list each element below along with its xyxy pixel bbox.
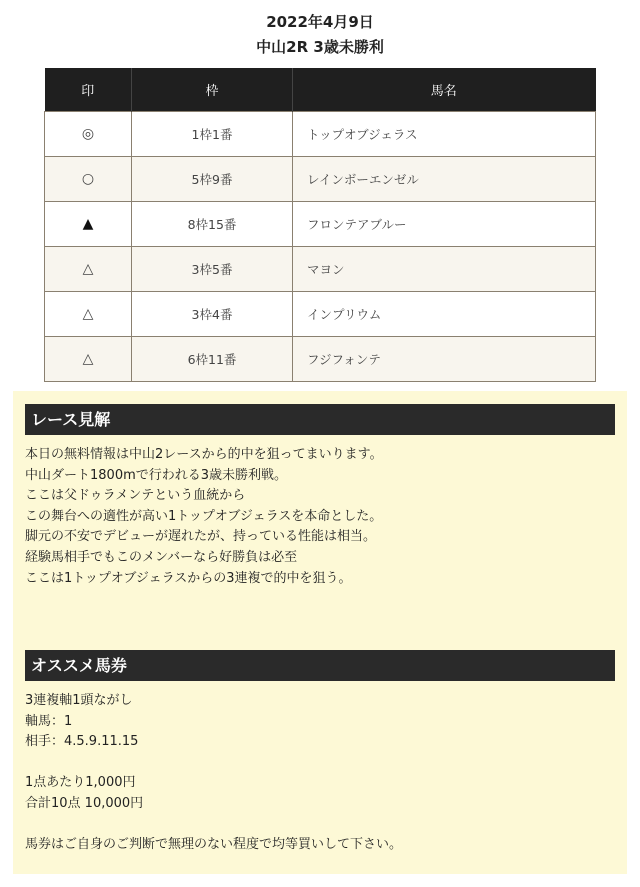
mark-cell: △ (45, 337, 132, 382)
analysis-line: 中山ダート1800mで行われる3歳未勝利戦。 (25, 467, 288, 483)
prediction-table (44, 68, 596, 382)
frame-cell: 6枠11番 (132, 337, 293, 382)
table-row (45, 247, 596, 292)
bet-note: 馬券はご自身のご判断で無理のない程度で均等買いして下さい。 (25, 837, 403, 853)
bet-total: 合計10点 10,000円 (25, 795, 144, 811)
horse-name-cell: トップオブジェラス (293, 112, 596, 157)
table-row (45, 202, 596, 247)
recommend-body (25, 691, 615, 856)
mark-cell: ◎ (45, 112, 132, 157)
header-horse: 馬名 (293, 68, 596, 112)
bet-axis: 軸馬：1 (25, 713, 73, 729)
header-mark: 印 (45, 68, 132, 112)
header-frame: 枠 (132, 68, 293, 112)
race-date: 2022年4月9日 (266, 13, 374, 31)
title-block (0, 0, 640, 60)
analysis-line: 本日の無料情報は中山2レースから的中を狙ってまいります。 (25, 447, 383, 462)
race-name: 中山2R 3歳未勝利 (256, 38, 384, 56)
spacer (25, 815, 615, 836)
spacer (25, 753, 615, 774)
mark-cell: ▲ (45, 202, 132, 247)
analysis-body (25, 445, 615, 589)
analysis-line: ここは1トップオブジェラスからの3連複で的中を狙う。 (25, 570, 352, 586)
mark-cell: △ (45, 247, 132, 292)
analysis-line: ここは父ドゥラメンテという血統から (25, 488, 246, 504)
mark-cell: ○ (45, 157, 132, 202)
horse-name-cell: インプリウム (293, 292, 596, 337)
table-row (45, 337, 596, 382)
table-row (45, 157, 596, 202)
table-row (45, 112, 596, 157)
analysis-line: この舞台への適性が高い1トップオブジェラスを本命とした。 (25, 508, 383, 524)
analysis-line: 脚元の不安でデビューが遅れたが、持っている性能は相当。 (25, 529, 377, 545)
bet-partners: 相手：4.5.9.11.15 (25, 734, 139, 750)
frame-cell: 5枠9番 (132, 157, 293, 202)
horse-name-cell: フロンテアブルー (293, 202, 596, 247)
analysis-heading: レース見解 (25, 404, 615, 435)
bet-type: 3連複軸1頭ながし (25, 693, 133, 708)
frame-cell: 3枠5番 (132, 247, 293, 292)
recommend-heading: オススメ馬券 (25, 650, 615, 681)
table-row (45, 292, 596, 337)
frame-cell: 1枠1番 (132, 112, 293, 157)
bet-per-point: 1点あたり1,000円 (25, 775, 136, 791)
table-header-row (45, 68, 596, 112)
frame-cell: 3枠4番 (132, 292, 293, 337)
mark-cell: △ (45, 292, 132, 337)
horse-name-cell: マヨン (293, 247, 596, 292)
horse-name-cell: レインボーエンゼル (293, 157, 596, 202)
analysis-line: 経験馬相手でもこのメンバーなら好勝負は必至 (25, 549, 298, 565)
info-box (13, 391, 627, 874)
horse-name-cell: フジフォンテ (293, 337, 596, 382)
frame-cell: 8枠15番 (132, 202, 293, 247)
